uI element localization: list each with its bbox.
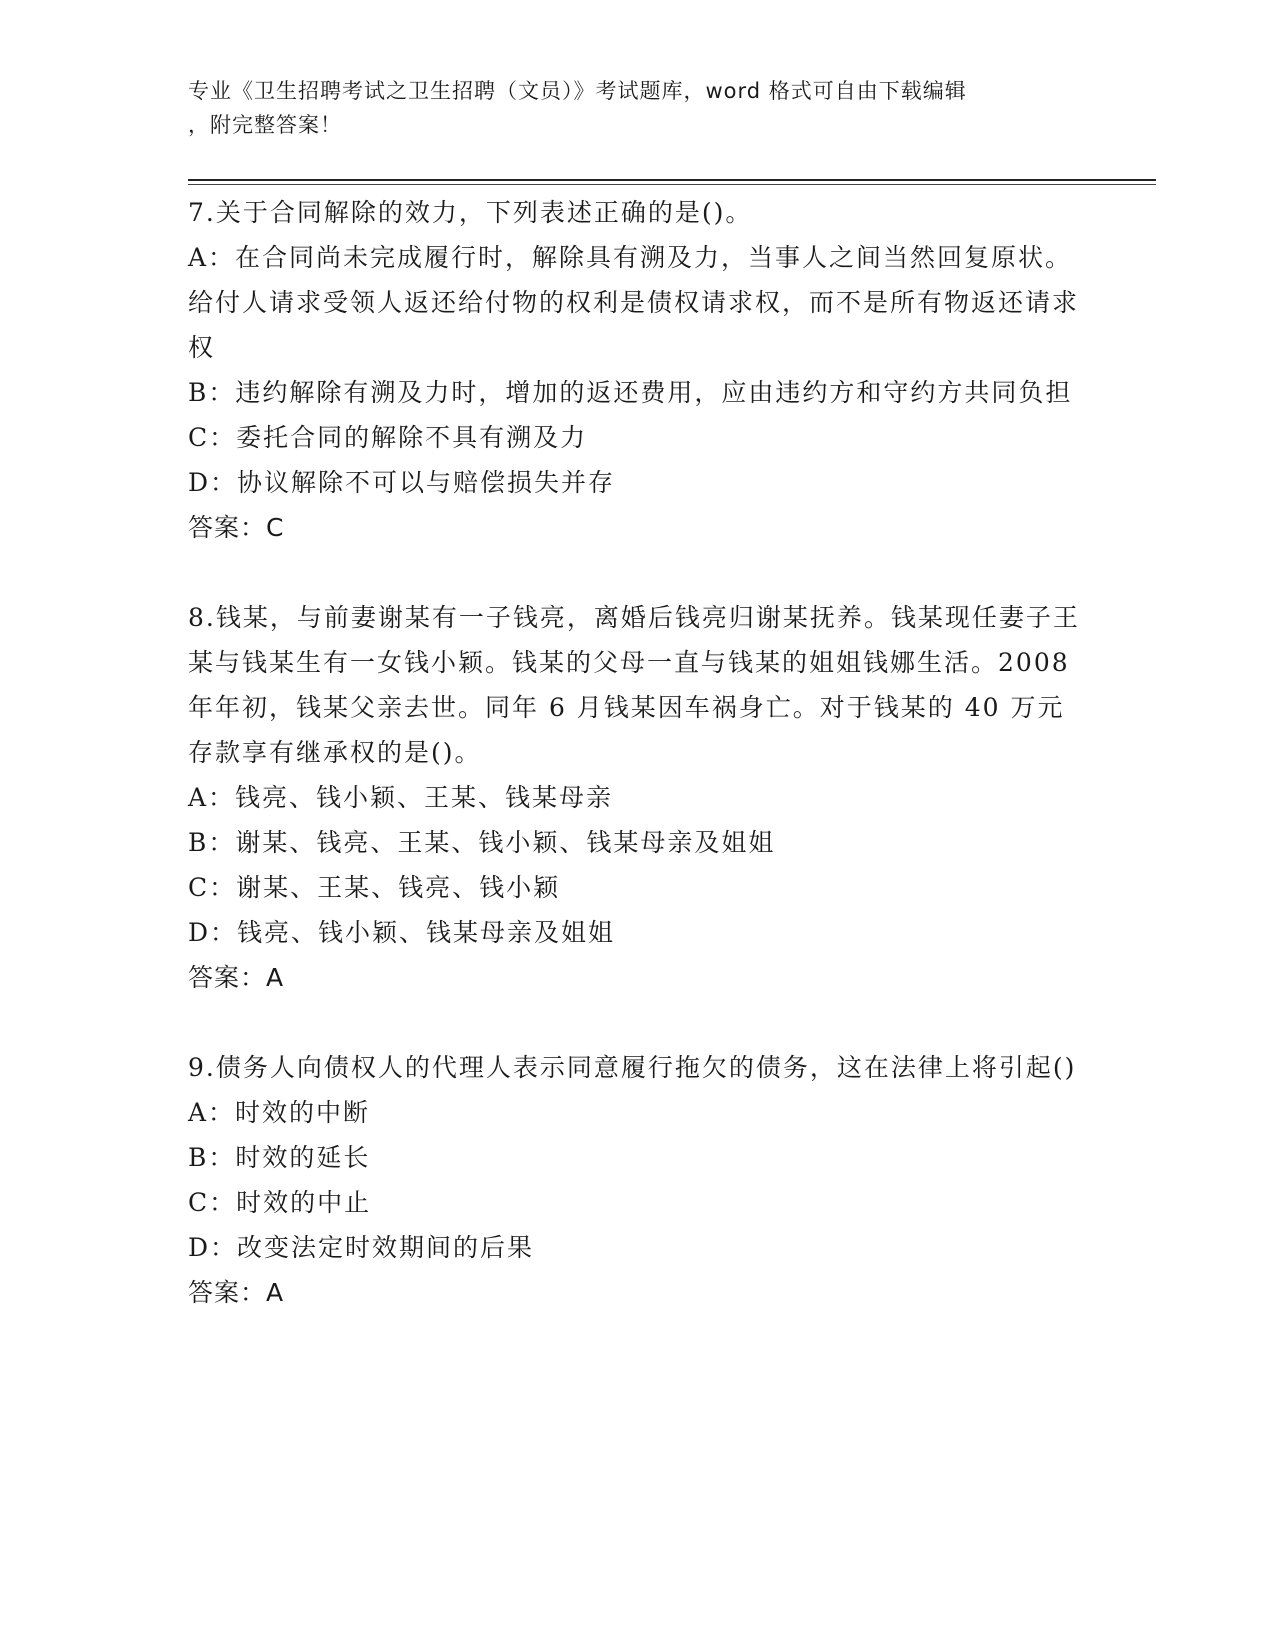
header-divider-thin: [188, 184, 1156, 185]
option-d: D：改变法定时效期间的后果: [188, 1233, 535, 1262]
answer-label: 答案：A: [188, 1278, 285, 1307]
header-line-1: 专业《卫生招聘考试之卫生招聘（文员）》考试题库，word 格式可自由下载编辑: [188, 79, 967, 103]
option-b: B：违约解除有溯及力时，增加的返还费用，应由违约方和守约方共同负担: [188, 378, 1073, 407]
option-c: C：委托合同的解除不具有溯及力: [188, 423, 588, 452]
option-c: C：谢某、王某、钱亮、钱小颖: [188, 873, 561, 902]
option-d: D：协议解除不可以与赔偿损失并存: [188, 468, 616, 497]
option-a: A：钱亮、钱小颖、王某、钱某母亲: [188, 783, 614, 812]
question-stem: 7.关于合同解除的效力，下列表述正确的是()。: [188, 198, 753, 227]
header-divider-thick: [188, 179, 1156, 181]
question-stem: 8.钱某，与前妻谢某有一子钱亮，离婚后钱亮归谢某抚养。钱某现任妻子王某与钱某生有一女钱小颖。钱某的父母一直与钱某的姐姐钱娜生活。2008 年年初，钱某父亲去世。同年 6 月钱某因车祸身亡。对于钱某的 40 万元存款享有继承权的是()。: [188, 603, 1080, 767]
option-b: B：谢某、钱亮、王某、钱小颖、钱某母亲及姐姐: [188, 828, 776, 857]
question-stem: 9.债务人向债权人的代理人表示同意履行拖欠的债务，这在法律上将引起(): [188, 1053, 1077, 1082]
question-7: [188, 190, 1088, 550]
answer-label: 答案：C: [188, 513, 285, 542]
option-d: D：钱亮、钱小颖、钱某母亲及姐姐: [188, 918, 616, 947]
answer-label: 答案：A: [188, 963, 285, 992]
question-9: [188, 1045, 1088, 1315]
question-list: [188, 190, 1088, 1360]
option-b: B：时效的延长: [188, 1143, 371, 1172]
question-8: [188, 595, 1088, 1000]
option-c: C：时效的中止: [188, 1188, 372, 1217]
page-header: [188, 74, 1068, 142]
header-line-2: ，附完整答案！: [188, 113, 342, 137]
option-a: A：时效的中断: [188, 1098, 371, 1127]
option-a: A：在合同尚未完成履行时，解除具有溯及力，当事人之间当然回复原状。给付人请求受领人返还给付物的权利是债权请求权，而不是所有物返还请求权: [188, 243, 1080, 362]
